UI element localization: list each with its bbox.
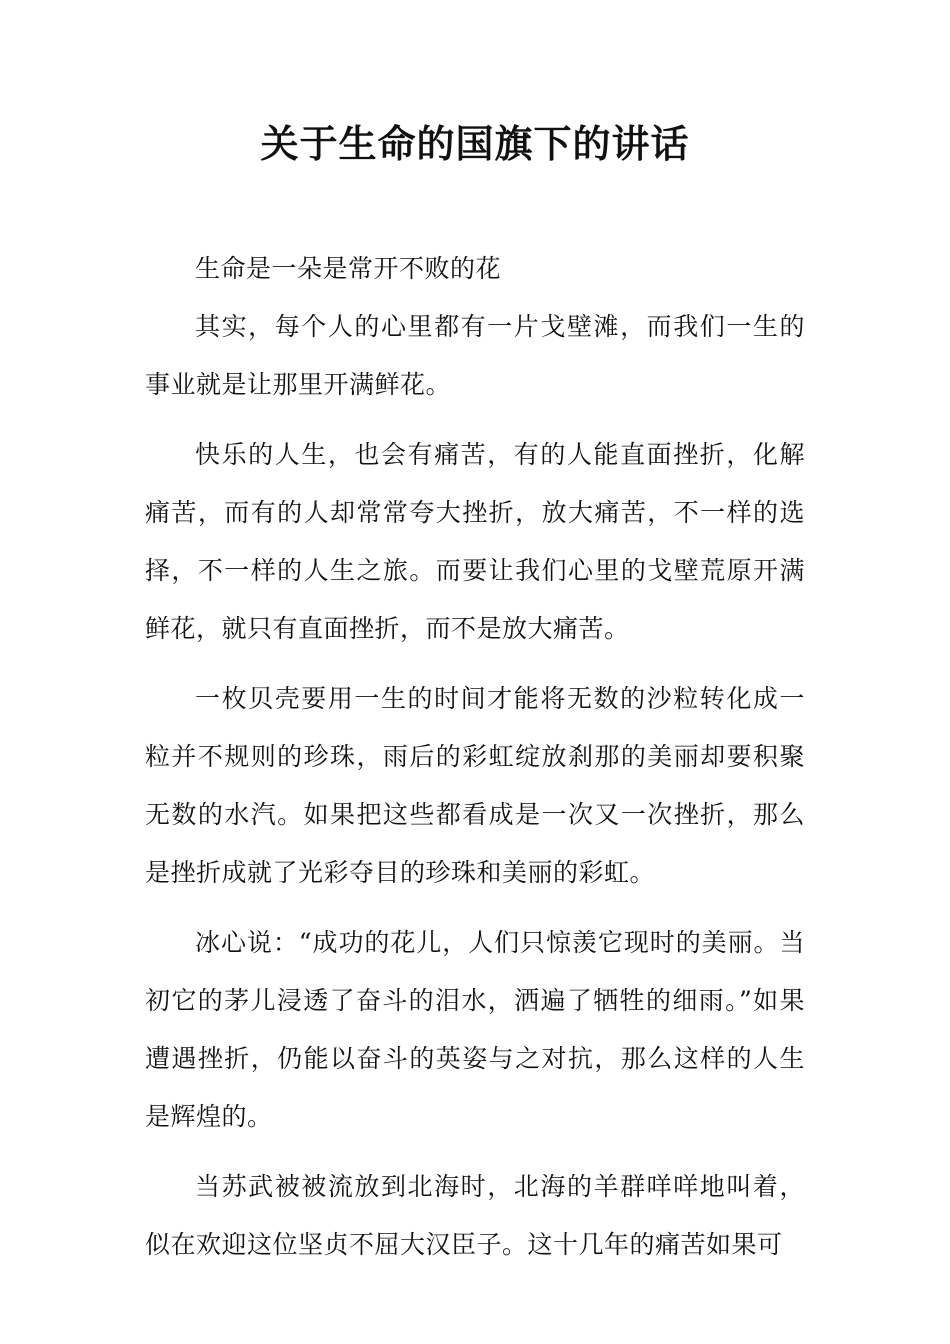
document-title: 关于生命的国旗下的讲话	[260, 121, 690, 166]
paragraph: 一枚贝壳要用一生的时间才能将无数的沙粒转化成一粒并不规则的珍珠，雨后的彩虹绽放刹那的美丽却要积聚无数的水汽。如果把这些都看成是一次又一次挫折，那么是挫折成就了光彩夺目的珍珠和美丽的彩虹。	[145, 684, 805, 887]
paragraph: 冰心说：“成功的花儿，人们只惊羡它现时的美丽。当初它的茅儿浸透了奋斗的泪水，洒遍了牺牲的细雨。”如果遭遇挫折，仍能以奋斗的英姿与之对抗，那么这样的人生是辉煌的。	[145, 928, 805, 1131]
paragraph: 生命是一朵是常开不败的花	[195, 254, 502, 283]
paragraph: 其实，每个人的心里都有一片戈壁滩，而我们一生的事业就是让那里开满鲜花。	[145, 312, 805, 399]
document-body	[145, 240, 805, 1286]
paragraph: 当苏武被被流放到北海时，北海的羊群咩咩地叫着，似在欢迎这位坚贞不屈大汉臣子。这十几年的痛苦如果可	[145, 1172, 805, 1259]
paragraph: 快乐的人生，也会有痛苦，有的人能直面挫折，化解痛苦，而有的人却常常夸大挫折，放大痛苦，不一样的选择，不一样的人生之旅。而要让我们心里的戈壁荒原开满鲜花，就只有直面挫折，而不是放大痛苦。	[145, 440, 805, 643]
